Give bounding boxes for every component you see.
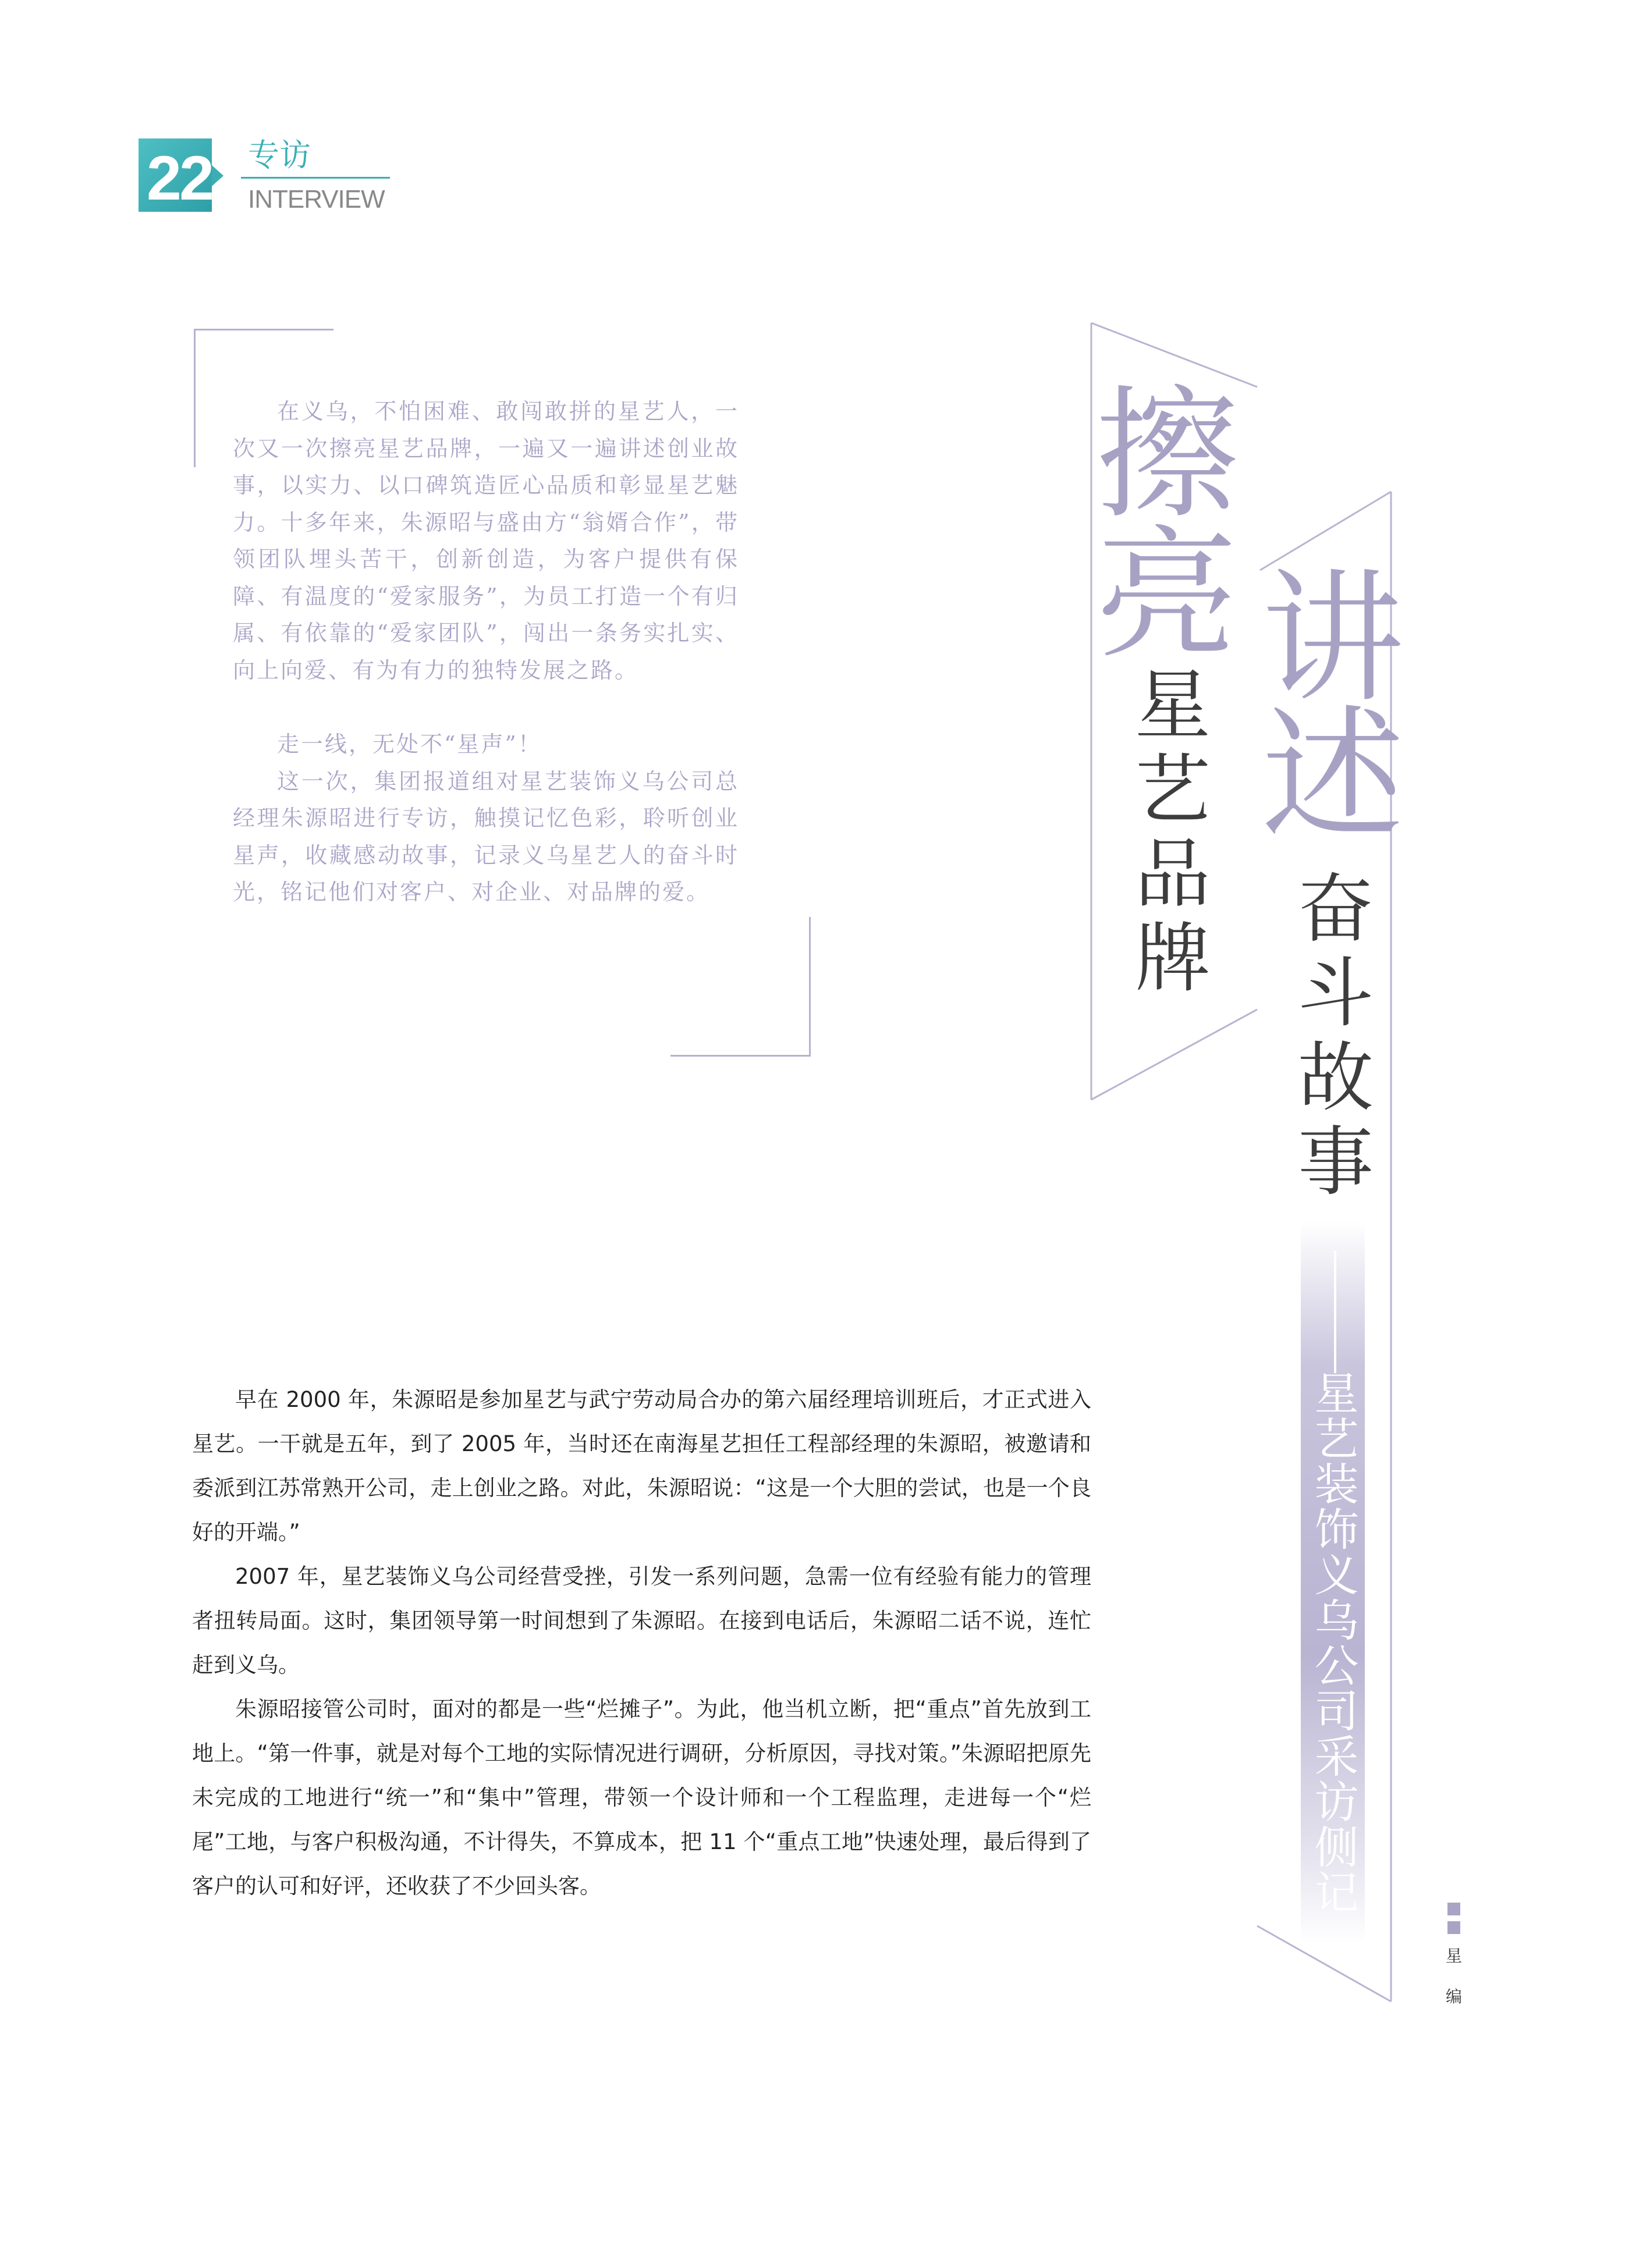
headline-char: 奋 — [1297, 865, 1374, 953]
lead-frame-right — [809, 917, 811, 1057]
headline-char: 讲 — [1261, 556, 1404, 721]
headline-char: 擦 — [1095, 372, 1239, 538]
lead-frame-bottom — [670, 1055, 811, 1057]
section-title-en: INTERVIEW — [248, 185, 385, 214]
headline-char: 述 — [1261, 692, 1404, 858]
headline-char: 故 — [1297, 1033, 1374, 1122]
headline-char: 艺 — [1134, 745, 1211, 834]
author-marker-square — [1447, 1903, 1460, 1915]
headline-char: 品 — [1134, 830, 1211, 918]
section-divider — [241, 177, 390, 179]
body-paragraph: 朱源昭接管公司时，面对的都是一些“烂摊子”。为此，他当机立断，把“重点”首先放到工地上。“第一件事，就是对每个工地的实际情况进行调研，分析原因，寻找对策。”朱源昭把原先未完成的工地进行“统一”和“集中”管理，带领一个设计师和一个工程监理，走进每一个“烂尾”工地，与客户积极沟通，不计得失，不算成本，把 11 个“重点工地”快速处理，最后得到了客户的认可和好评，还收获了不少回头客。 — [192, 1697, 1091, 1899]
author-marker-square — [1447, 1921, 1460, 1934]
body-paragraph: 早在 2000 年，朱源昭是参加星艺与武宁劳动局合办的第六届经理培训班后，才正式进入星艺。一干就是五年，到了 2005 年，当时还在南海星艺担任工程部经理的朱源昭，被邀请和委派到江苏常熟开公司，走上创业之路。对此，朱源昭说：“这是一个大胆的尝试，也是一个良好的开端。” — [192, 1387, 1091, 1545]
lead-paragraph: 走一线，无处不“星声”！ — [277, 731, 542, 757]
lead-frame-left — [194, 329, 196, 467]
body-paragraph: 2007 年，星艺装饰义乌公司经营受挫，引发一系列问题，急需一位有经验有能力的管理者扭转局面。这时，集团领导第一时间想到了朱源昭。在接到电话后，朱源昭二话不说，连忙赶到义乌。 — [192, 1564, 1091, 1677]
headline-char: 星 — [1134, 661, 1211, 749]
lead-paragraph: 这一次，集团报道组对星艺装饰义乌公司总经理朱源昭进行专访，触摸记忆色彩，聆听创业星声，收藏感动故事，记录义乌星艺人的奋斗时光，铭记他们对客户、对企业、对品牌的爱。 — [233, 768, 739, 905]
lead-frame-top — [194, 329, 333, 330]
section-title-cn: 专访 — [248, 137, 311, 173]
subtitle-dash — [1334, 1251, 1336, 1373]
page-number: 22 — [146, 143, 212, 213]
headline-char: 事 — [1297, 1118, 1374, 1206]
headline-char: 亮 — [1095, 512, 1239, 678]
subtitle: 星艺装饰义乌公司采访侧记 — [1307, 1370, 1359, 1915]
headline-char: 牌 — [1134, 914, 1211, 1003]
article-body — [192, 1378, 1091, 1908]
lead-quote — [233, 393, 739, 911]
headline-char: 斗 — [1297, 949, 1374, 1037]
author-name-char: 星 — [1446, 1946, 1463, 1965]
author-name-char: 编 — [1446, 1987, 1463, 2006]
lead-paragraph: 在义乌，不怕困难、敢闯敢拼的星艺人，一次又一次擦亮星艺品牌，一遍又一遍讲述创业故事，以实力、以口碑筑造匠心品质和彰显星艺魅力。十多年来，朱源昭与盛由方“翁婿合作”，带领团队埋头苦干，创新创造，为客户提供有保障、有温度的“爱家服务”，为员工打造一个有归属、有依靠的“爱家团队”，闯出一条务实扎实、向上向爱、有为有力的独特发展之路。 — [233, 399, 739, 683]
